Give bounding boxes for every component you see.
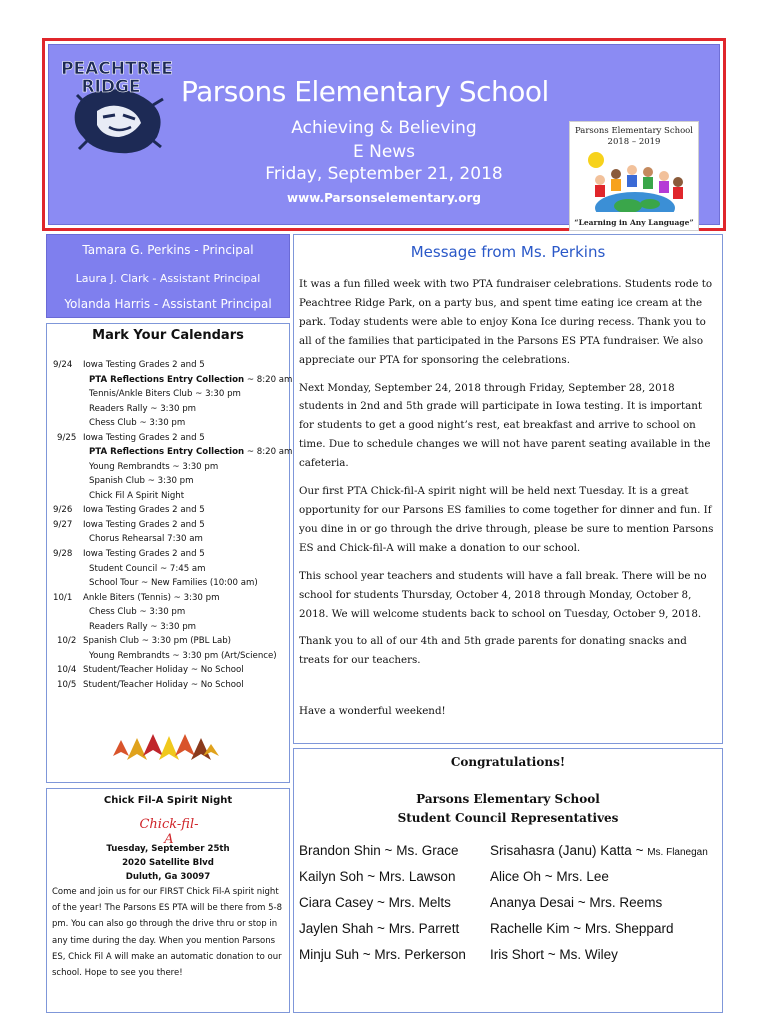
representative: Minju Suh ~ Mrs. Perkerson	[299, 947, 466, 962]
representative: Brandon Shin ~ Ms. Grace	[299, 843, 459, 858]
representative: Kailyn Soh ~ Mrs. Lawson	[299, 869, 456, 884]
message-paragraph: Next Monday, September 24, 2018 through Friday, September 28, 2018 students in 2nd and 5th grade will participate in Iowa testing. It is important for students to get a good night’s rest, eat breakfast and arrive to school on time. Due to schedule changes we will not have parent seating available in the cafeteria.	[299, 381, 711, 470]
council-title-school: Parsons Elementary School	[416, 792, 600, 806]
calendar-title: Mark Your Calendars	[92, 328, 244, 343]
spirit-night-box	[46, 788, 290, 1013]
representative: Jaylen Shah ~ Mrs. Parrett	[299, 921, 460, 936]
congratulations-heading: Congratulations!	[450, 755, 566, 769]
newsletter-name: E News	[352, 142, 416, 162]
svg-text:RIDGE: RIDGE	[81, 77, 141, 97]
message-paragraph: This school year teachers and students will have a fall break. There will be no school for students Thursday, October 4, 2018 through Monday, October 8, 2018. We will welcome students back to school on Tuesday, October 9, 2018.	[299, 569, 707, 620]
header-banner	[48, 44, 720, 225]
spirit-night-address-1: 2020 Satellite Blvd	[122, 858, 214, 868]
chick-fil-a-logo: Chick-fil-A	[139, 817, 199, 847]
spirit-night-address-2: Duluth, Ga 30097	[125, 872, 211, 882]
svg-text:PEACHTREE: PEACHTREE	[61, 59, 173, 79]
council-title-reps: Student Council Representatives	[397, 811, 619, 825]
representative: Srisahasra (Janu) Katta ~ Ms. Flanegan	[490, 843, 708, 858]
representative: Rachelle Kim ~ Mrs. Sheppard	[490, 921, 674, 936]
message-title: Message from Ms. Perkins	[410, 243, 606, 261]
representative: Alice Oh ~ Mrs. Lee	[490, 869, 609, 884]
spirit-night-date: Tuesday, September 25th	[106, 844, 230, 854]
spirit-night-title: Chick Fil-A Spirit Night	[103, 795, 233, 806]
peachtree-ridge-lion-logo	[57, 55, 177, 160]
learning-logo-title: Parsons Elementary School 2018 – 2019	[574, 126, 694, 147]
website-link[interactable]: www.Parsonselementary.org	[287, 191, 481, 205]
school-name: Parsons Elementary School	[181, 75, 549, 108]
issue-date: Friday, September 21, 2018	[265, 164, 503, 184]
spirit-night-description: Come and join us for our FIRST Chick Fil-A spirit night of the year! The Parsons ES PTA will be there from 5-8 pm. You can also go through the drive thru or stop in any time during the day. When you mention Parsons ES, Chick Fil A will make an automatic donation to our school. Hope to see you there!	[52, 887, 282, 979]
representative: Ciara Casey ~ Mrs. Melts	[299, 895, 451, 910]
principal-message-box	[293, 234, 723, 744]
children-globe-icon	[578, 148, 692, 212]
calendar-box: Mark Your Calendars 9/24 Iowa Testing Grades 2 and 5 PTA Reflections Entry Collection ~ 8:20 am Tennis/Ankle Biters Club ~ 3:30 pm Readers Rally ~ 3:30 pm Chess Club ~ 3:30 pm 9/25 Iowa Testing Grades 2 and 5 PTA Reflections Entry Collection ~ 8:20 am Young Rembrandts ~ 3:30 pm Spanish Club ~ 3:30 pm Chick Fil A Spirit Night 9/26 Iowa Testing Grades 2 and 5 9/27 Iowa Testing Grades 2 and 5 Chorus Rehearsal 7:30 am 9/28 Iowa Testing Grades 2 and 5 Student Council ~ 7:45 am School Tour ~ New Families (10:00 am) 10/1 Ankle Biters (Tennis) ~ 3:30 pm Chess Club ~ 3:30 pm Readers Rally ~ 3:30 pm 10/2 Spanish Club ~ 3:30 pm (PBL Lab) Young Rembrandts ~ 3:30 pm (Art/Science) 10/4 Student/Teacher Holiday ~ No School 10/5 Student/Teacher Holiday ~ No School	[46, 323, 290, 783]
tagline: Achieving & Believing	[291, 118, 477, 138]
message-body	[299, 275, 719, 679]
message-paragraph: Thank you to all of our 4th and 5th grade parents for donating snacks and treats for our teachers.	[299, 635, 687, 667]
assistant-principal-1: Laura J. Clark - Assistant Principal	[75, 272, 261, 285]
administration-box	[46, 234, 290, 318]
principal-name: Tamara G. Perkins - Principal	[82, 243, 254, 257]
message-closing: Have a wonderful weekend!	[299, 705, 446, 717]
message-paragraph: Our first PTA Chick-fil-A spirit night will be held next Tuesday. It is a great opportunity for our Parsons ES families to come together for dinner and fun. If you dine in or go through the drive through, please be sure to mention Parsons ES and Chick-fil-A will make a donation to our school.	[299, 485, 714, 554]
assistant-principal-2: Yolanda Harris - Assistant Principal	[64, 297, 272, 311]
autumn-leaves-icon	[107, 726, 222, 768]
representative: Ananya Desai ~ Mrs. Reems	[490, 895, 663, 910]
learning-logo-motto: “Learning in Any Language”	[574, 218, 694, 227]
representative: Iris Short ~ Ms. Wiley	[490, 947, 618, 962]
student-council-box	[293, 748, 723, 1013]
message-paragraph: It was a fun filled week with two PTA fundraiser celebrations. Students rode to Peachtree Ridge Park, on a party bus, and spent time eating ice cream at the park. Today students were able to enjoy Kona Ice during recess. Thank you to all of the families that participated in the Parsons ES PTA fundraiser. We also appreciate our PTA for sponsoring the celebrations.	[299, 278, 713, 366]
learning-logo	[569, 121, 699, 231]
newsletter-header	[42, 38, 726, 231]
